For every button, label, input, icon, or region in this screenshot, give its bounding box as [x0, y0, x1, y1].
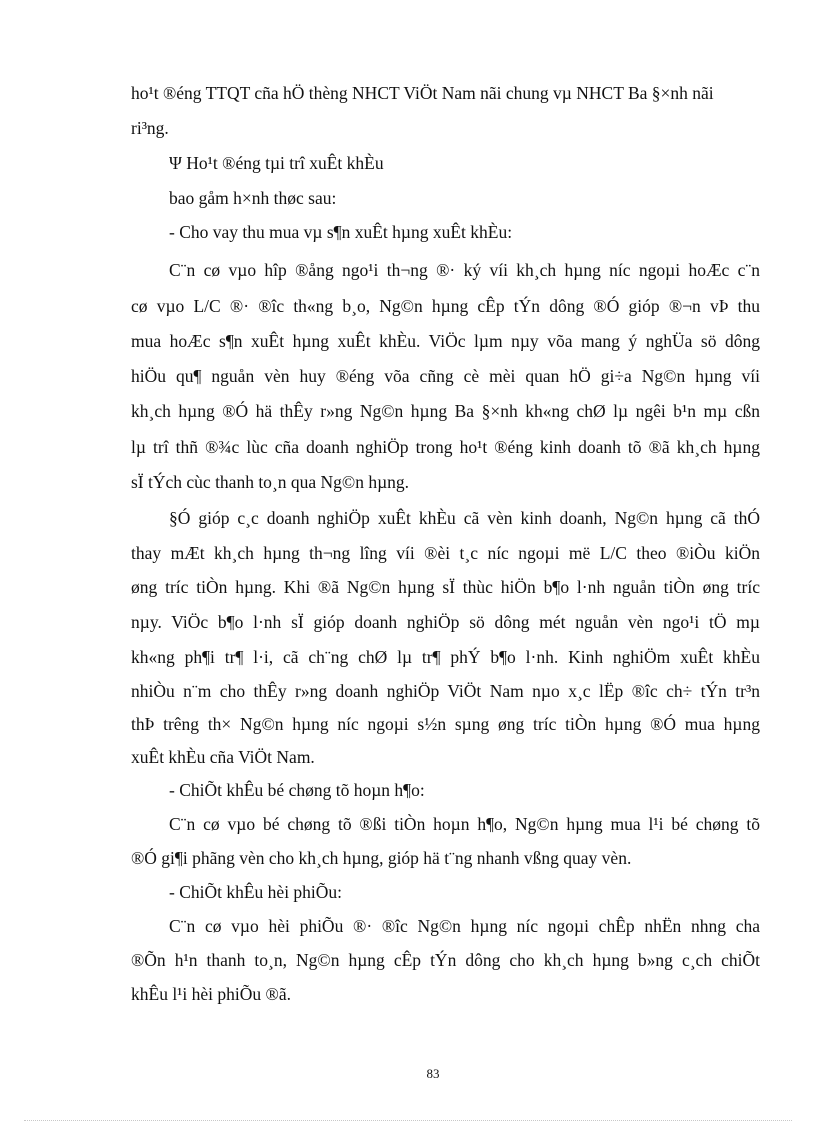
paragraph-line: C¨n cø vµo hîp ®ång ngo¹i th¬ng ®· ký víi kh¸ch hµng níc ngoµi hoÆc c¨n	[169, 260, 760, 280]
paragraph-line: ®Ó gi¶i phãng vèn cho kh¸ch hµng, gióp hä t¨ng nhanh vßng quay vèn.	[131, 848, 632, 868]
paragraph-line: øng tríc tiÒn hµng. Khi ®ã Ng©n hµng sÏ thùc hiÖn b¶o l·nh nguån tiÒn øng tríc	[131, 577, 760, 597]
paragraph-line: khÊu l¹i hèi phiÕu ®ã.	[131, 984, 291, 1004]
paragraph-line: kh«ng ph¶i tr¶ l·i, cã ch¨ng chØ lµ tr¶ phÝ b¶o l·nh. Kinh nghiÖm xuÊt khÈu	[131, 647, 760, 667]
page-bottom-divider	[24, 1120, 792, 1121]
paragraph-line: nµy. ViÖc b¶o l·nh sÏ gióp doanh nghiÖp sö dông mét nguån vèn ngo¹i tÖ mµ	[131, 612, 760, 632]
paragraph-line: thÞ trêng th× Ng©n hµng níc ngoµi s½n sµng øng tríc tiÒn hµng ®Ó mua hµng	[131, 714, 760, 734]
paragraph-line: mua hoÆc s¶n xuÊt hµng xuÊt khÈu. ViÖc lµm nµy võa mang ý nghÜa sö dông	[131, 331, 760, 351]
paragraph-line: nhiÒu n¨m cho thÊy r»ng doanh nghiÖp ViÖt Nam nµo x¸c lËp ®îc ch÷ tÝn tr³n	[131, 681, 760, 701]
paragraph-line: ri³ng.	[131, 118, 169, 138]
paragraph-line: xuÊt khÈu cña ViÖt Nam.	[131, 747, 315, 767]
page-number: 83	[426, 1066, 440, 1081]
paragraph-line: kh¸ch hµng ®Ó hä thÊy r»ng Ng©n hµng Ba §×nh kh«ng chØ lµ ngêi b¹n mµ cßn	[131, 401, 760, 421]
paragraph-line: sÏ tÝch cùc thanh to¸n qua Ng©n hµng.	[131, 472, 410, 492]
section-heading: Ψ Ho¹t ®éng tµi trî xuÊt khÈu	[169, 153, 384, 173]
list-item-heading: - ChiÕt khÊu hèi phiÕu:	[169, 882, 343, 902]
paragraph-line: hiÖu qu¶ nguån vèn huy ®éng võa cñng cè mèi quan hÖ gi÷a Ng©n hµng víi	[131, 366, 760, 386]
paragraph-line: C¨n cø vµo hèi phiÕu ®· ®îc Ng©n hµng níc ngoµi chÊp nhËn nhng cha	[169, 916, 760, 936]
list-item-heading: - Cho vay thu mua vµ s¶n xuÊt hµng xuÊt khÈu:	[169, 222, 513, 242]
paragraph-line: thay mÆt kh¸ch hµng th¬ng lîng víi ®èi t¸c níc ngoµi më L/C theo ®iÒu kiÖn	[131, 543, 760, 563]
paragraph-line: §Ó gióp c¸c doanh nghiÖp xuÊt khÈu cã vèn kinh doanh, Ng©n hµng cã thÓ	[169, 508, 760, 528]
paragraph-line: ®Õn h¹n thanh to¸n, Ng©n hµng cÊp tÝn dông cho kh¸ch hµng b»ng c¸ch chiÕt	[131, 950, 760, 970]
paragraph-line: lµ trî thñ ®¾c lùc cña doanh nghiÖp trong ho¹t ®éng kinh doanh tõ ®ã kh¸ch hµng	[131, 437, 760, 457]
paragraph-line: cø vµo L/C ®· ®îc th«ng b¸o, Ng©n hµng cÊp tÝn dông ®Ó gióp ®¬n vÞ thu	[131, 296, 760, 316]
list-item-heading: - ChiÕt khÊu bé chøng tõ hoµn h¶o:	[169, 780, 425, 800]
paragraph-line: bao gåm h×nh thøc sau:	[169, 188, 337, 208]
paragraph-line: C¨n cø vµo bé chøng tõ ®ßi tiÒn hoµn h¶o, Ng©n hµng mua l¹i bé chøng tõ	[169, 814, 760, 834]
paragraph-line: ho¹t ®éng TTQT cña hÖ thèng NHCT ViÖt Nam nãi chung vµ NHCT Ba §×nh nãi	[131, 83, 714, 103]
